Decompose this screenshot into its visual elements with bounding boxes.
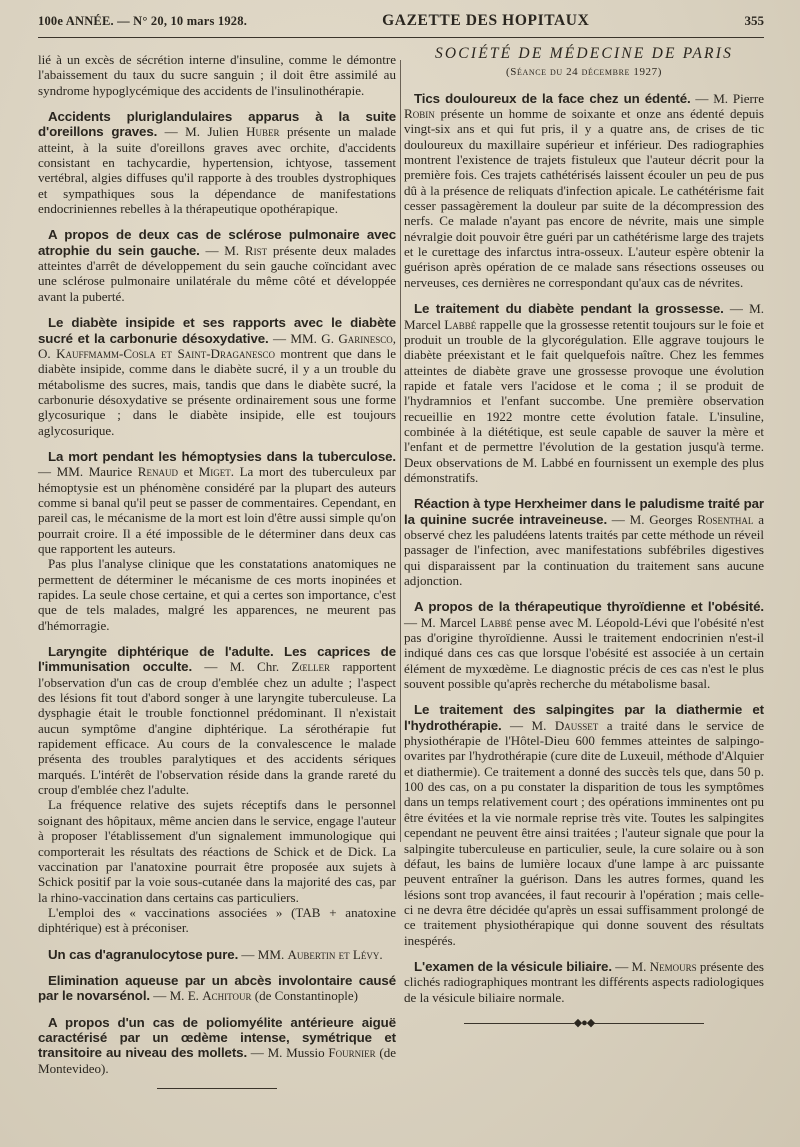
author: Huber <box>246 124 280 140</box>
author: Renaud <box>137 464 178 480</box>
author-place: (de Constantinople) <box>254 988 359 1004</box>
end-rule <box>157 1088 277 1090</box>
author: Labbé <box>444 316 477 332</box>
article-title: Le traitement du diabète pendant la grossesse. <box>414 301 724 317</box>
article-title: Réaction à type Herxheimer dans le paludisme traité par la quinine sucrée intraveineuse. <box>404 496 764 527</box>
author: Aubertin et Lévy. <box>287 946 383 962</box>
article-sclerose: A propos de deux cas de sclérose pulmonaire avec atrophie du sein gauche. — M. Rist présente deux malades atteintes d'arrêt de développement du sein gauche coïncidant avec une sclérose pulmonaire unilatérale du même côté et développée avant la puberté. <box>38 227 396 304</box>
article-title: Laryngite diphtérique de l'adulte. Les caprices de l'immunisation occulte. <box>38 644 396 675</box>
article-novarsenol: Elimination aqueuse par un abcès involontaire causé par le novarsénol. — M. E. Achitour (de Constantinople) <box>38 972 396 1004</box>
article-title: La mort pendant les hémoptysies dans la tuberculose. <box>48 448 396 464</box>
article-text: L'emploi des « vaccinations associées » (TAB + anatoxine diphtérique) est à préconiser. <box>38 904 396 936</box>
right-column <box>404 45 765 1142</box>
article-thyroidienne: A propos de la thérapeutique thyroïdienne et l'obésité. — M. Marcel Labbé pense avec M. Léopold-Lévi que l'obésité n'est pas d'origine thyroïdienne. Aussi le traitement endocrinien n'est-il indiqué dans ces cas que lorsque l'obésité est associée à un certain élément de myxœdème. Le diagnostic précis de ces cas n'est le plus souvent possible qu'après recherche du métabolisme basal. <box>404 599 765 692</box>
article-herxheimer: Réaction à type Herxheimer dans le paludisme traité par la quinine sucrée intraveineuse. — M. Georges Rosenthal a observé chez les paludéens latents traités par cette méthode un réveil passager de l'infection, avec manifestations subfébriles digestives qui disparaissent par la continuation du traitement sans aucune adjonction. <box>404 496 764 588</box>
author: Zœller <box>291 659 331 675</box>
article-hemoptysies: La mort pendant les hémoptysies dans la tuberculose. — MM. Maurice Renaud et Miget. La mort des tuberculeux par hémoptysie est un phénomène considéré par la plupart des auteurs comme si banal qu'il peut se passer de commentaires. Cependant, en pareil cas, le mécanisme de la mort est loin d'être aussi simple qu'on pourrait croire. Il a été impossible de le déterminer dans deux cas que rapportent les auteurs. Pas plus l'analyse clinique que les constatations anatomiques ne permettent de déterminer le mécanisme de ces morts inopinées et rapides. La seule chose certaine, et qui a certes son importance, c'est que de tels malades, malgré les apparences, ne meurent pas d'hémorragie. <box>38 448 396 633</box>
article-text: présente des clichés radiographiques montrant les différents aspects radiologiques de la vésicule biliaire normale. <box>404 958 764 1005</box>
article-vesicule: L'examen de la vésicule biliaire. — M. Nemours présente des clichés radiographiques montrant les différents aspects radiologiques de la vésicule biliaire normale. <box>404 958 764 1005</box>
article-diabete-grossesse: Le traitement du diabète pendant la grossesse. — M. Marcel Labbé rappelle que la grossesse retentit toujours sur le foie et produit un trouble de la glycorégulation. Elle aggrave toujours le diabète préexistant et le fait quelquefois naître. Chez les femmes atteintes de diabète grave une grossesse provoque une évolution rapide et fatale vers l'acidose et le coma ; il se produit de l'hydramnios et l'enfant succombe. Une première observation recueillie en 1922 montre cette évolution fatale. L'insuline, combinée à la diététique, est seule capable de sauver la mère et l'enfant et de permettre l'évolution de la gestation jusqu'à terme. Deux observations de M. Labbé en fournissent un exemple des plus démonstratifs. <box>404 301 764 485</box>
article-text: présente un homme de soixante et onze ans édenté depuis vingt-six ans et qui fut pris, il y a quatre ans, de crises de tic douloureux du maxillaire supérieur et inférieur. Des radiographies montrent l'existence de trajets fistuleux que l'auteur décrit pour la première fois. Ces trajets cathétérisés laissent écouler un peu de pus dû à la présence de reliquats d'infection apicale. Le cathétérisme fait cesser passagèrement la douleur par suite de la décompression des nerfs. Ce malade n'ayant pas encore de névrite, mais une simple névralgie doit pouvoir être guéri par un cathétérisme large des trajets et le curettage des infarctus intra-osseux. L'auteur espère obtenir la guérison après opération de ce malade sans résections osseuses ou nerveuses, ces dernières ne correspondant qu'aux cas de névrites. <box>404 106 765 290</box>
article-title: A propos de la thérapeutique thyroïdienne et l'obésité. <box>414 599 764 615</box>
article-title: L'examen de la vésicule biliaire. <box>414 958 612 974</box>
article-text: pense avec M. Léopold-Lévi que l'obésité n'est pas d'origine thyroïdienne. Aussi le traitement endocrinien n'est-il indiqué dans ces cas que lorsque l'obésité est associée à un certain élément de myxœdème. Le diagnostic précis de ces cas n'est le plus souvent possible qu'après recherche du métabolisme basal. <box>404 614 765 692</box>
left-column <box>38 52 396 1142</box>
article-laryngite: Laryngite diphtérique de l'adulte. Les caprices de l'immunisation occulte. — M. Chr. Zœller rapportent l'observation d'un cas de croup d'emblée chez un adulte ; l'aspect des lésions fit tout d'abord songer à une laryngite tuberculeuse. La dysphagie était le trouble fonctionnel prédominant. Il n'existait aucun symptôme d'angine diphtérique. La sérothérapie fut rapidement efficace. Au cours de la convalescence le malade présenta des troubles paralytiques et des accidents sériques marqués. L'intérêt de l'observation réside dans la grande rareté du croup d'emblée chez l'adulte. La fréquence relative des sujets réceptifs dans le personnel soignant des hôpitaux, même ancien dans le service, engage l'auteur à proposer l'établissement d'un signalement immunologique qui comporterait les résultats des réactions de Schick et de Dick. La vaccination par l'anatoxine pourrait être proposée aux sujets à Schick positif par la voie sous-cutanée dans la majorité des cas, par la rhino-vaccination dans certains cas particuliers. L'emploi des « vaccinations associées » (TAB + anatoxine diphtérique) est à préconiser. <box>38 644 397 936</box>
article-agranulocytose: Un cas d'agranulocytose pure. — MM. Aubertin et Lévy. <box>48 946 383 962</box>
intro-paragraph: lié à un excès de sécrétion interne d'insuline, comme le démontre l'abaissement du taux du sucre sanguin ; il doit être assimilé au syndrome hypoglycémique des accidents de l'insulinothérapie. <box>38 52 396 98</box>
article-text: montrent que dans le diabète insipide, comme dans le diabète sucré, il y a un trouble du métabolisme des sucres, mais, tandis que dans le diabète sucré, la carbonurie désoxydative se présente ordinairement sous une forme glycosurique ; dans le diabète insipide, elle est toujours aglycosurique. <box>38 345 396 438</box>
article-text: La mort des tuberculeux par hémoptysie est un phénomène considéré par la plupart des auteurs comme si banal qu'il peut se passer de commentaires. Cependant, en pareil cas, le mécanisme de la mort est loin d'être aussi simple qu'on pourrait croire. Il a été impossible de le déterminer dans deux cas que rapportent les auteurs. <box>38 464 396 556</box>
article-title: Elimination aqueuse par un abcès involontaire causé par le novarsénol. <box>38 972 396 1004</box>
article-text: Pas plus l'analyse clinique que les constatations anatomiques ne permettent de déterminer le mécanisme de ces morts inopinées et rapides. La seule chose certaine, et qui a certes son importance, c'est que de tels malades, malgré les apparences, ne meurent pas d'hémorragie. <box>38 556 396 633</box>
article-text: rappelle que la grossesse retentit toujours sur le foie et produit un trouble de la glycorégulation. Elle aggrave toujours le diabète préexistant et le fait quelquefois naître. Chez les femmes atteintes de diabète grave une grossesse provoque une évolution rapide et fatale vers l'acidose et le coma ; il se produit de l'hydramnios et l'enfant succombe. Une première observation recueillie en 1922 montre cette évolution fatale. L'insuline, combinée à la diététique, est seule capable de sauver la mère et l'enfant et de permettre l'évolution de la gestation jusqu'à terme. Deux observations de M. Labbé en fournissent un exemple des plus démonstratifs. <box>404 316 764 485</box>
author: Nemours <box>649 958 697 974</box>
article-title: A propos de deux cas de sclérose pulmonaire avec atrophie du sein gauche. <box>38 227 396 258</box>
author: Rosenthal <box>697 511 754 527</box>
article-pluriglandulaires: Accidents pluriglandulaires apparus à la suite d'oreillons graves. — M. Julien Huber présente un malade atteint, à la suite d'oreillons graves avec orchite, d'accidents consistant en tachycardie, hypertension, ichtyose, tassement vertébral, algies diffuses qu'il rapporte à des troubles dystrophiques et sympathiques sous la dépendance de manifestations endocriniennes rebelles à la thérapeutique opothérapique. <box>38 109 396 217</box>
issue-info: 100e ANNÉE. — N° 20, 10 mars 1928. <box>38 14 248 28</box>
journal-title: GAZETTE DES HOPITAUX <box>382 12 590 29</box>
article-title: Accidents pluriglandulaires apparus à la suite d'oreillons graves. <box>38 109 396 140</box>
columns <box>38 45 765 1142</box>
article-text: a observé chez les paludéens latents traités par cette méthode un réveil passager de l'infection, avec manifestations subfébriles digestives qui disparaissent par la continuation du traitement sans aucune adjonction. <box>404 511 764 588</box>
author: Robin <box>404 106 435 122</box>
article-text: présente un malade atteint, à la suite d'oreillons graves avec orchite, d'accidents consistant en tachycardie, hypertension, ichtyose, tassement vertébral, algies diffuses qu'il rapporte à des troubles dystrophiques et sympathiques sous la dépendance de manifestations endocriniennes rebelles à la thérapeutique opothérapique. <box>38 124 396 217</box>
article-poliomyelite: A propos d'un cas de poliomyélite antérieure aiguë caractérisé par un œdème intense, symétrique et transitoire au niveau des mollets. — M. Mussio Fournier (de Montevideo). <box>38 1014 397 1076</box>
article-title: A propos d'un cas de poliomyélite antérieure aiguë caractérisé par un œdème intense, symétrique et transitoire au niveau des mollets. <box>38 1014 396 1061</box>
author: Achitour <box>202 988 252 1004</box>
article-salpingites: Le traitement des salpingites par la diathermie et l'hydrothérapie. — M. Dausset a traité dans le service de physiothérapie de l'Hôtel-Dieu 600 femmes atteintes de salpingo-ovarites par l'hydrothérapie (cure dite de Luxeuil, méthode d'Alquier et diathermie). Ce traitement a donné des succès tels que, dans 50 p. 100 des cas, on a pu constater la disparition de tous les symptômes dans un temps relativement court ; des opérations imminentes ont pu être évitées et la vie normale reprise très vite. Toutes les salpingites cependant ne peuvent être ainsi traitées ; l'auteur signale que pour la salpingite tuberculeuse en particulier, seule, la cure solaire ou à son défaut, les bains de lumière locaux d'une lampe à arc puissante peuvent entraîner la guérison. Dans les autres formes, quand les lésions sont trop avancées, il faut recourir à l'opération ; mais celle-ci ne devra être décidée qu'après un essai suffisamment prolongé de ce traitement physiothérapique qui donne souvent des résultats inespérés. <box>404 702 764 948</box>
article-text: La fréquence relative des sujets réceptifs dans le personnel soignant des hôpitaux, même ancien dans le service, engage l'auteur à proposer l'établissement d'un signalement immunologique qui comporterait les résultats des réactions de Schick et de Dick. La vaccination par l'anatoxine pourrait être proposée aux sujets à Schick positif par la voie sous-cutanée dans la majorité des cas, par la rhino-vaccination dans certains cas particuliers. <box>38 797 396 905</box>
article-text: présente deux malades atteintes d'arrêt de développement du sein gauche coïncidant avec une sclérose pulmonaire unilatérale du même côté et développée avant la puberté. <box>38 242 396 304</box>
author: Fournier <box>328 1045 376 1061</box>
author: Rist <box>244 242 268 258</box>
article-title: Tics douloureux de la face chez un édenté. <box>414 90 691 106</box>
page-header <box>38 12 764 38</box>
article-diabete-insipide: Le diabète insipide et ses rapports avec le diabète sucré et la carbonurie désoxydative. — MM. G. Garinesco, O. Kauffmamm-Cosla et Saint-Draganesco montrent que dans le diabète insipide, comme dans le diabète sucré, il y a un trouble du métabolisme des sucres, mais, tandis que dans le diabète sucré, la carbonurie désoxydative se présente ordinairement sous une forme glycosurique ; dans le diabète insipide, elle est toujours aglycosurique. <box>38 315 397 438</box>
page-number: 355 <box>744 13 764 28</box>
article-tics: Tics douloureux de la face chez un édenté. — M. Pierre Robin présente un homme de soixante et onze ans édenté depuis vingt-six ans et qui fut pris, il y a quatre ans, de crises de tic douloureux du maxillaire supérieur et inférieur. Des radiographies montrent l'existence de trajets fistuleux que l'auteur décrit pour la première fois. Ces trajets cathétérisés laissent écouler un peu de pus dû à la présence de reliquats d'infection apicale. Le cathétérisme fait cesser passagèrement la douleur par suite de la décompression des nerfs. Ce malade n'ayant pas encore de névrite, mais une simple névralgie doit pouvoir être guéri par un cathétérisme large des trajets et le curettage des infarctus intra-osseux. L'auteur espère obtenir la guérison après opération de ce malade sans résections osseuses ou nerveuses, ces dernières ne correspondant qu'aux cas de névrites. <box>404 90 765 290</box>
author: Miget <box>198 464 231 480</box>
article-title: Le traitement des salpingites par la diathermie et l'hydrothérapie. <box>404 702 764 733</box>
column-divider <box>400 60 401 842</box>
author: Dausset <box>554 717 599 733</box>
ornament-icon: ◆●◆ <box>573 1016 595 1029</box>
author-place: (de Montevideo). <box>38 1045 397 1076</box>
article-text: a traité dans le service de physiothérapie de l'Hôtel-Dieu 600 femmes atteintes de salpingo-ovarites par l'hydrothérapie (cure dite de Luxeuil, méthode d'Alquier et diathermie). Ce traitement a donné des succès tels que, dans 50 p. 100 des cas, on a pu constater la disparition de tous les symptômes dans un temps relativement court ; des opérations imminentes ont pu être évitées et la vie normale reprise très vite. Toutes les salpingites cependant ne peuvent être ainsi traitées ; l'auteur signale que pour la salpingite tuberculeuse en particulier, seule, la cure solaire ou à son défaut, les bains de lumière locaux d'une lampe à arc puissante peuvent entraîner la guérison. Dans les autres formes, quand les lésions sont trop avancées, il faut recourir à l'opération ; mais celle-ci ne devra être décidée qu'après un essai suffisamment prolongé de ce traitement physiothérapique qui donne souvent des résultats inespérés. <box>404 717 764 948</box>
article-title: Le diabète insipide et ses rapports avec le diabète sucré et la carbonurie désoxydative. <box>38 315 396 346</box>
author: Labbé <box>480 614 513 630</box>
article-title: Un cas d'agranulocytose pure. <box>48 946 239 962</box>
article-text: rapportent l'observation d'un cas de croup d'emblée chez un adulte ; l'aspect des lésions fit tout d'abord songer à une laryngite tuberculeuse. La dysphagie était le trouble fonctionnel prédominant. Il n'existait aucun symptôme d'angine diphtérique. La sérothérapie fut rapidement efficace. Au cours de la convalescence le malade présenta des troubles paralytiques et des accidents sériques marqués. L'intérêt de l'observation réside dans la grande rareté du croup d'emblée chez l'adulte. <box>38 659 397 798</box>
author: G. Garinesco, O. Kauffmamm-Cosla et Saint-Draganesco <box>38 330 397 361</box>
end-ornament <box>404 1016 764 1031</box>
section-date: (Séance du 24 décembre 1927) <box>505 66 663 79</box>
section-title: SOCIÉTÉ DE MÉDECINE DE PARIS <box>434 45 734 62</box>
